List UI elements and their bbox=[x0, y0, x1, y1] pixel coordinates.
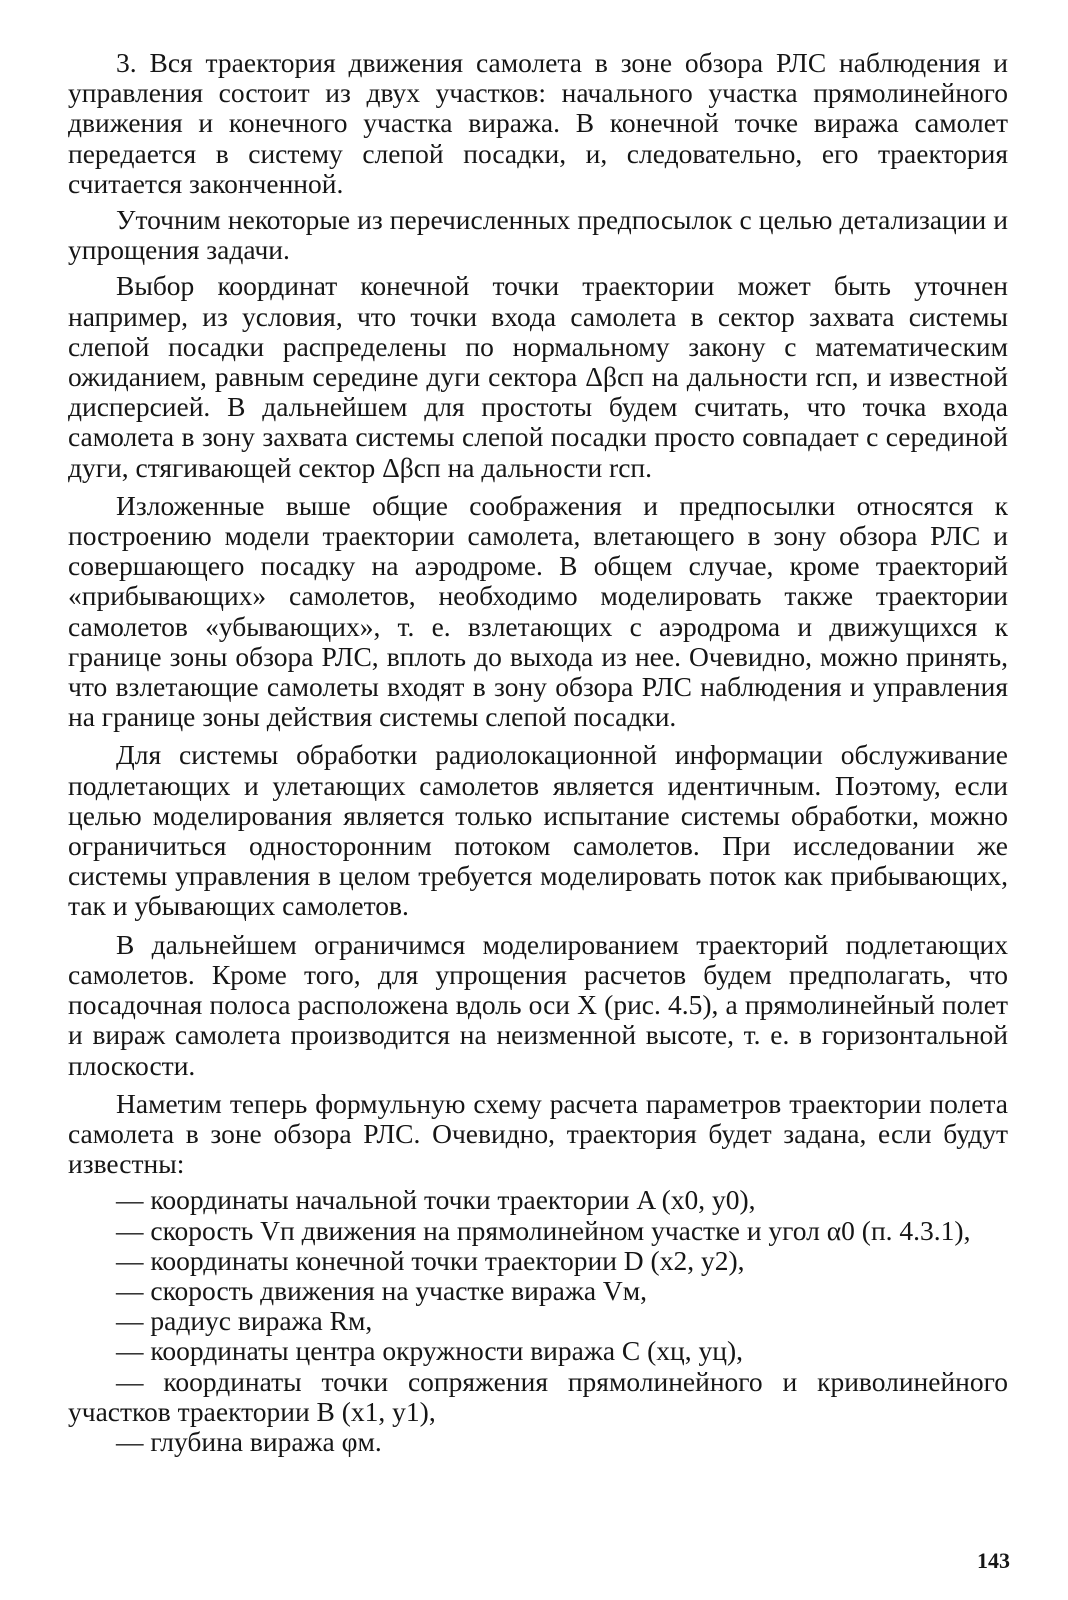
paragraph-modeling-restriction: В дальнейшем ограничимся моделированием траекторий подлетающих самолетов. Кроме того, для упрощения расчетов будем предполагать, что посадочная полоса расположена вдоль оси X (рис. 4.5), а прямолинейный полет и вираж самолета производится на неизменной высоте, т. е. в горизонтальной плоскости. bbox=[68, 928, 1008, 1081]
paragraph-formula-scheme: Наметим теперь формульную схему расчета параметров траектории полета самолета в зоне обзора РЛС. Очевидно, траектория будет задана, если будут известны: bbox=[68, 1087, 1008, 1180]
book-page bbox=[68, 48, 1008, 1588]
list-item: — координаты точки сопряжения прямолинейного и криволинейного участков траектории B (x1, y1), bbox=[68, 1365, 1008, 1427]
paragraph-trajectory-structure: 3. Вся траектория движения самолета в зоне обзора РЛС наблюдения и управления состоит из двух участков: начального участка прямолинейного движения и конечного участка виража. В конечной точке виража самолет передается в систему слепой посадки, и, следовательно, его траектория считается законченной. bbox=[68, 47, 1008, 199]
paragraph-processing-system: Для системы обработки радиолокационной информации обслуживание подлетающих и улетающих самолетов является идентичным. Поэтому, если целью моделирования является только испытание системы обработки, можно ограничиться односторонним потоком самолетов. При исследовании же системы управления в целом требуется моделировать поток как прибывающих, так и убывающих самолетов. bbox=[68, 739, 1008, 922]
paragraph-endpoint-choice: Выбор координат конечной точки траектории может быть уточнен например, из условия, что точки входа самолета в сектор захвата системы слепой посадки распределены по нормальному закону с математическим ожиданием, равным середине дуги сектора Δβсп на дальности rсп, и известной дисперсией. В дальнейшем для простоты будем считать, что точка входа самолета в зону захвата системы слепой посадки просто совпадает с серединой дуги, стягивающей сектор Δβсп на дальности rсп. bbox=[68, 270, 1008, 483]
list-item: — глубина виража φм. bbox=[116, 1425, 382, 1457]
list-item: — координаты конечной точки траектории D (x2, y2), bbox=[116, 1244, 745, 1276]
list-item: — координаты начальной точки траектории A (x0, y0), bbox=[116, 1184, 756, 1216]
list-item: — координаты центра окружности виража C (xц, yц), bbox=[116, 1335, 744, 1367]
paragraph-refinement-intro: Уточним некоторые из перечисленных предпосылок с целью детализации и упрощения задачи. bbox=[68, 204, 1008, 266]
paragraph-arriving-departing: Изложенные выше общие соображения и предпосылки относятся к построению модели траектории самолета, влетающего в зону обзора РЛС и совершающего посадку на аэродроме. В общем случае, кроме траекторий «прибывающих» самолетов, необходимо моделировать также траектории самолетов «убывающих», т. е. взлетающих с аэродрома и движущихся к границе зоны обзора РЛС, вплоть до выхода из нее. Очевидно, можно принять, что взлетающие самолеты входят в зону обзора РЛС наблюдения и управления на границе зоны действия системы слепой посадки. bbox=[68, 489, 1008, 733]
list-item: — скорость движения на участке виража Vм, bbox=[116, 1274, 648, 1306]
parameter-list bbox=[68, 1185, 1008, 1457]
list-item: — скорость Vп движения на прямолинейном участке и угол α0 (п. 4.3.1), bbox=[116, 1214, 971, 1246]
page-number: 143 bbox=[977, 1548, 1010, 1573]
list-item: — радиус виража Rм, bbox=[116, 1305, 373, 1337]
